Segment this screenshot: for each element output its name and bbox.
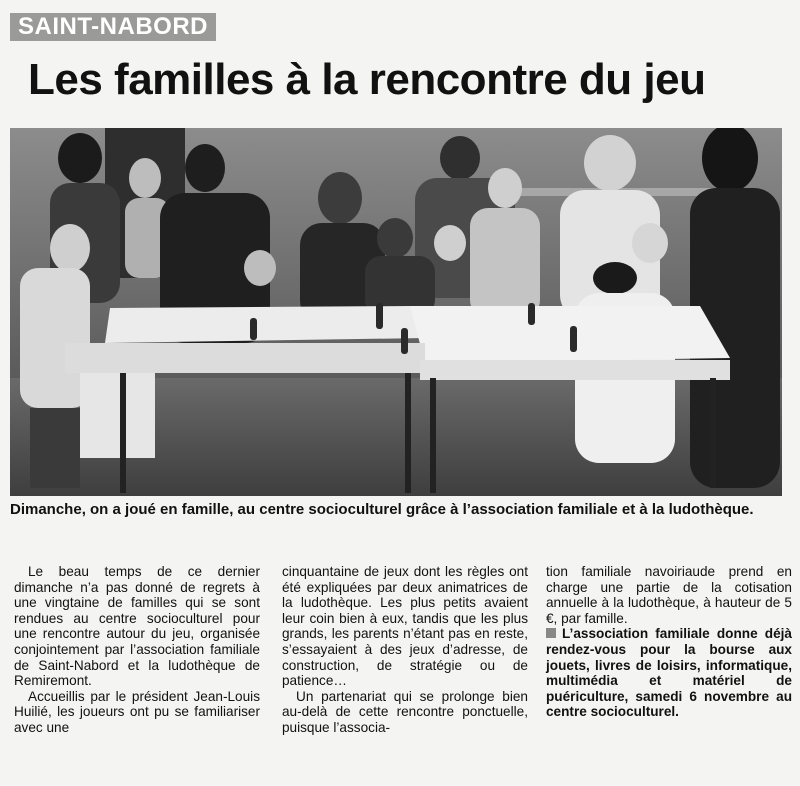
photo-caption: Dimanche, on a joué en famille, au centre socioculturel grâce à l’association familiale et à la ludothèque. — [10, 501, 754, 518]
announcement-paragraph — [546, 626, 792, 720]
paragraph: tion familiale navoiriaude prend en charge une partie de la cotisation annuelle à la ludothèque, à hauteur de 5 €, par famille. — [546, 564, 792, 626]
paragraph: Un partenariat qui se prolonge bien au-delà de cette rencontre ponctuelle, puisque l’associa- — [282, 688, 528, 735]
news-photo — [10, 128, 782, 496]
announcement-text: L’association familiale donne déjà rendez-vous pour la bourse aux jouets, livres de loisirs, informatique, multimédia et matériel de puériculture, samedi 6 novembre au centre socioculturel. — [546, 626, 792, 720]
article-column-1 — [14, 564, 260, 736]
photo-illustration — [10, 128, 782, 496]
paragraph: Accueillis par le président Jean-Louis Huilié, les joueurs ont pu se familiariser avec une — [14, 688, 260, 735]
bullet-square-icon — [546, 628, 556, 638]
paragraph: Le beau temps de ce dernier dimanche n’a pas donné de regrets à une vingtaine de familles qui se sont rendues au centre socioculturel pour une rencontre autour du jeu, organisée conjointement par l’association familiale de Saint-Nabord et la ludothèque de Remiremont. — [14, 564, 260, 689]
section-kicker: SAINT-NABORD — [10, 13, 216, 41]
article-column-2 — [282, 564, 528, 736]
article-column-3 — [546, 564, 792, 720]
paragraph: cinquantaine de jeux dont les règles ont été expliquées par deux animatrices de la ludothèque. Les plus petits avaient leur coin bien à eux, tandis que les plus grands, les parents n’étant pas en reste, s’essayaient à des jeux d’adresse, de construction, de stratégie ou de patience… — [282, 564, 528, 689]
headline: Les familles à la rencontre du jeu — [28, 55, 706, 104]
